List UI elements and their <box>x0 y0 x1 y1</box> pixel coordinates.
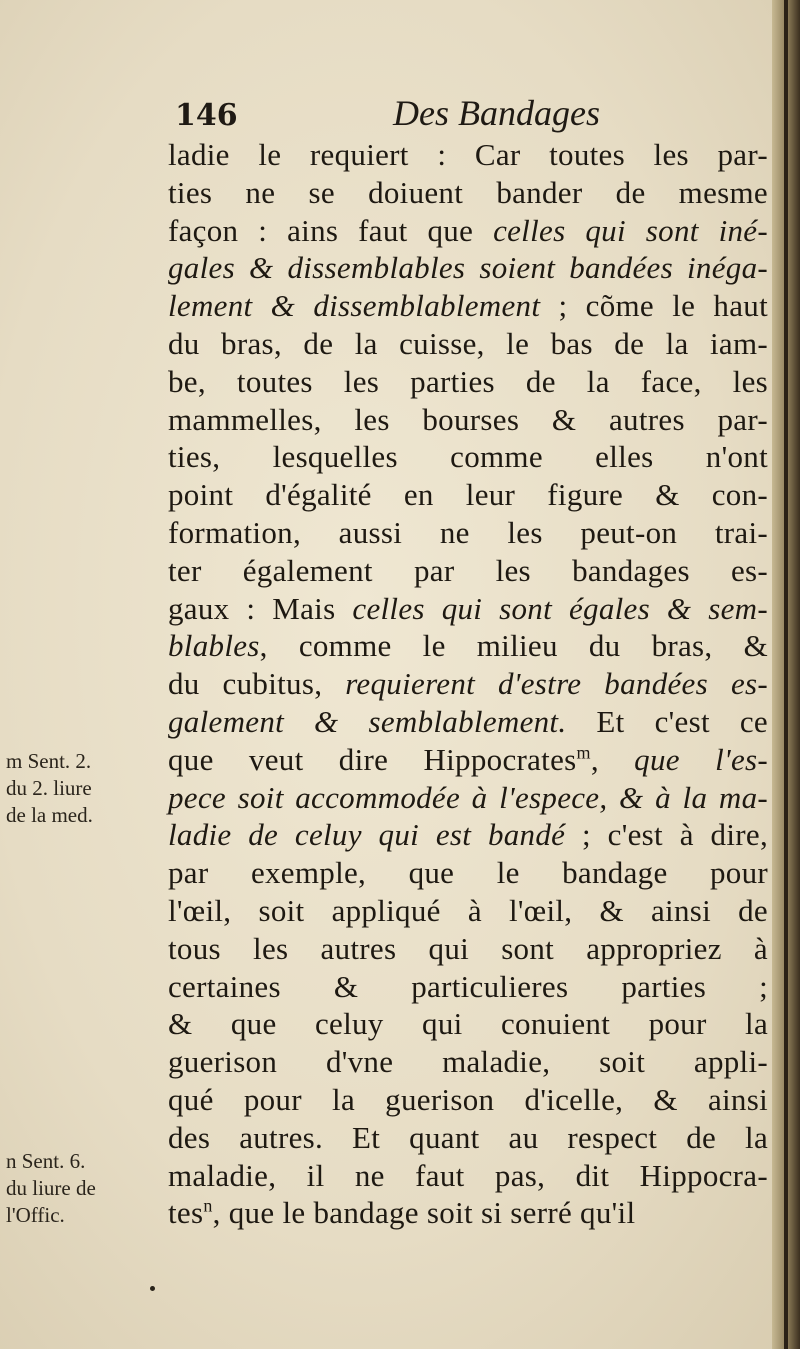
text-line <box>168 249 768 287</box>
margin-note-line: du 2. liure <box>6 776 92 800</box>
margin-note-line: n Sent. 6. <box>6 1149 86 1173</box>
text-line <box>168 892 768 930</box>
text-segment: tous les autres qui sont appropriez à <box>168 930 768 966</box>
text-segment: ladie le requiert : Car toutes les par- <box>168 137 768 172</box>
text-line <box>168 627 768 665</box>
text-line <box>168 930 768 968</box>
text-segment: point d'égalité en leur figure & con- <box>168 477 768 513</box>
text-line <box>168 325 768 363</box>
text-segment: , <box>590 741 635 777</box>
text-line <box>168 174 768 212</box>
text-line <box>168 287 768 325</box>
italic-segment: lement & dissemblablement <box>168 288 541 324</box>
text-line <box>168 741 768 779</box>
text-segment: tes <box>168 1195 204 1231</box>
text-segment: , que le bandage soit si serré qu'il <box>212 1195 636 1231</box>
margin-note-line: du liure de <box>6 1176 96 1200</box>
italic-segment: celles qui sont égales & sem- <box>352 590 768 626</box>
text-segment: qué pour la guerison d'icelle, & ainsi <box>168 1081 768 1117</box>
text-line <box>168 1081 768 1119</box>
italic-segment: que l'es- <box>634 741 768 777</box>
text-line <box>168 438 768 476</box>
text-line <box>168 703 768 741</box>
text-segment: du bras, de la cuisse, le bas de la iam- <box>168 325 768 361</box>
text-line <box>168 1119 768 1157</box>
text-segment: guerison d'vne maladie, soit appli- <box>168 1044 768 1080</box>
text-line <box>168 1005 768 1043</box>
italic-segment: celles qui sont iné- <box>493 212 768 248</box>
text-segment: que veut dire Hippocrates <box>168 741 577 777</box>
text-segment: maladie, il ne faut pas, dit Hippocra- <box>168 1157 768 1193</box>
italic-segment: galement & semblablement. <box>168 703 567 739</box>
text-line <box>168 1157 768 1195</box>
page-header <box>175 90 755 140</box>
text-segment: ter également par les bandages es- <box>168 552 768 588</box>
margin-note-n <box>6 1148 166 1229</box>
text-line <box>168 212 768 250</box>
italic-segment: pece soit accommodée à l'espece, & à la ma- <box>168 779 768 815</box>
italic-segment: ladie de celuy qui est bandé <box>168 817 566 853</box>
ink-dot <box>150 1286 155 1291</box>
text-segment: ; cõme le haut <box>540 288 768 324</box>
italic-segment: gales & dissemblables soient bandées inéga- <box>168 250 768 286</box>
text-line <box>168 1194 768 1232</box>
margin-note-line: de la med. <box>6 803 93 827</box>
page-number: 146 <box>175 98 238 133</box>
text-segment: ties, lesquelles comme elles n'ont <box>168 439 768 475</box>
text-segment: l'œil, soit appliqué à l'œil, & ainsi de <box>168 892 768 928</box>
binding-edge <box>784 0 788 1349</box>
text-line <box>168 552 768 590</box>
text-segment: gaux : Mais <box>168 590 353 626</box>
text-line <box>168 136 768 174</box>
text-segment: ; c'est à dire, <box>565 817 769 853</box>
text-line <box>168 816 768 854</box>
footnote-marker: n <box>203 1195 213 1216</box>
text-line <box>168 514 768 552</box>
text-line <box>168 476 768 514</box>
running-title: Des Bandages <box>393 93 600 133</box>
text-segment: du cubitus, <box>168 666 346 702</box>
text-line <box>168 363 768 401</box>
text-line <box>168 779 768 817</box>
text-line <box>168 1043 768 1081</box>
text-segment: & que celuy qui conuient pour la <box>168 1006 768 1042</box>
italic-segment: blables <box>168 628 260 664</box>
text-segment: certaines & particulieres parties ; <box>168 968 768 1004</box>
text-segment: façon : ains faut que <box>168 212 494 248</box>
text-line <box>168 665 768 703</box>
text-line <box>168 401 768 439</box>
text-segment: des autres. Et quant au respect de la <box>168 1119 768 1155</box>
text-segment: par exemple, que le bandage pour <box>168 855 768 891</box>
footnote-marker: m <box>576 742 591 763</box>
margin-note-line: m Sent. 2. <box>6 749 92 773</box>
text-segment: , comme le milieu du bras, & <box>259 628 768 664</box>
margin-note-m <box>6 748 166 829</box>
text-segment: mammelles, les bourses & autres par- <box>168 401 768 437</box>
text-segment: formation, aussi ne les peut-on trai- <box>168 514 768 550</box>
margin-note-line: l'Offic. <box>6 1203 65 1227</box>
text-segment: be, toutes les parties de la face, les <box>168 363 768 399</box>
italic-segment: requierent d'estre bandées es- <box>345 666 768 702</box>
text-segment: Et c'est ce <box>566 703 768 739</box>
text-segment: ties ne se doiuent bander de mesme <box>168 174 768 210</box>
text-line <box>168 590 768 628</box>
text-line <box>168 854 768 892</box>
text-line <box>168 968 768 1006</box>
body-text <box>168 136 768 1232</box>
